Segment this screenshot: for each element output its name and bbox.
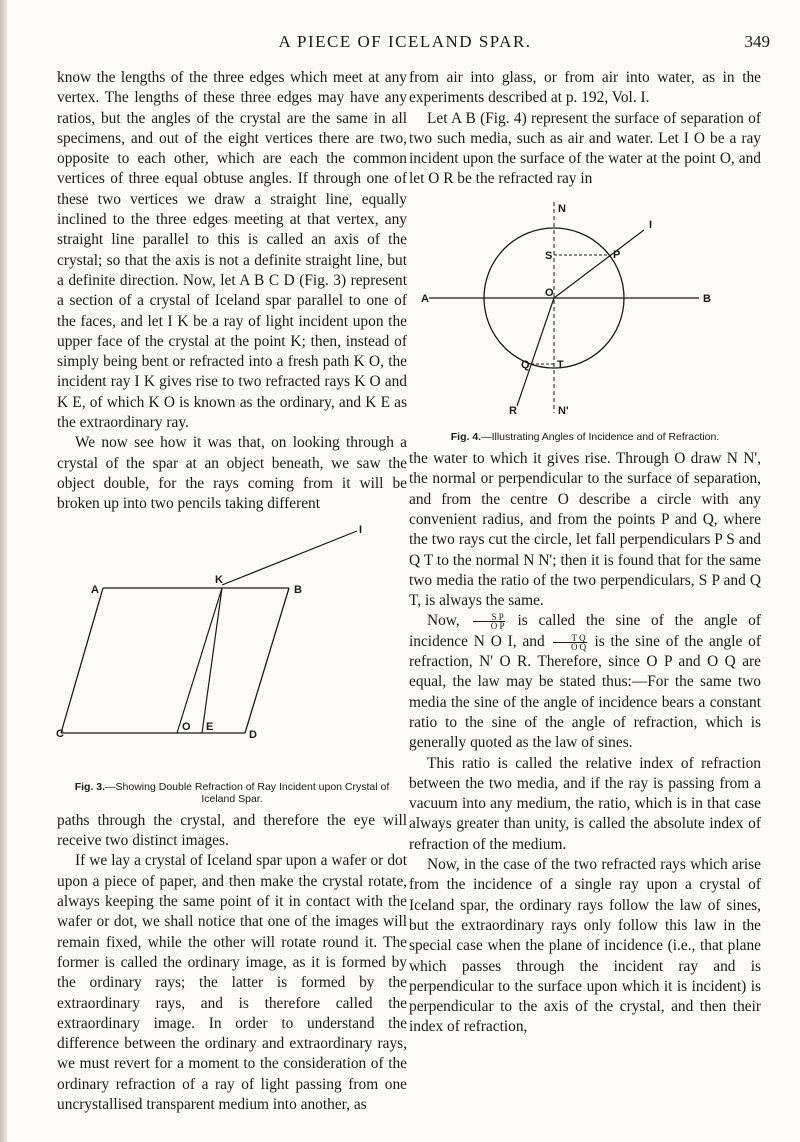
- incident-ray-io: [554, 230, 644, 298]
- left-paragraph-3: paths through the crystal, and therefore the eye will receive two distinct images.: [57, 811, 407, 850]
- right-paragraph-1: from air into glass, or from air into water, as in the experiments described at p. 192, Vol. I.: [409, 69, 761, 107]
- right-paragraph-6: Now, in the case of the two refracted rays which arise from the incidence of a single ray upon a crystal of Iceland spar, the ordinary rays follow the law of sines, but the extraordinary rays only follow this law in the special case when the plane of incidence (i.e., that plane which passes through the incident ray and is perpendicular to the surface upon which it is incident) is perpendicular to the axis of the crystal, and then their index of refraction,: [409, 856, 761, 1036]
- refraction-angles-diagram: [409, 198, 761, 423]
- fraction-sp-op-denominator: O P: [490, 621, 505, 632]
- fig3-label-i: I: [359, 523, 363, 536]
- right-paragraph-4b: is called the sine of the angle of incidence N O I, and: [409, 612, 761, 650]
- fig3-label-b: B: [294, 583, 302, 596]
- fraction-tq-oq-numerator: T Q: [553, 634, 587, 643]
- face-bd: [245, 588, 289, 733]
- right-paragraph-4: [409, 611, 761, 753]
- left-paragraph-1: know the lengths of the three edges which meet at any vertex. The lengths of these three edges may have any ratios, but the angles of the crystal are the same in all specimens, and out of the eight vertices there are two, opposite to each other, which are each the common vertices of three equal obtuse angles. If through one of these two vertices we draw a straight line, equally inclined to the three edges meeting at that vertex, any straight line parallel to this is called an axis of the crystal; so that the axis is not a definite straight line, but a definite direction. Now, let A B C D (Fig. 3) represent a section of a crystal of Iceland spar parallel to one of the faces, and let I K be a ray of light incident upon the upper face of the crystal at the point K; then, instead of simply being bent or refracted into a fresh path K O, the incident ray I K gives rise to two refracted rays K O and K E, of which K O is known as the ordinary, and K E as the extraordinary ray.: [57, 69, 407, 432]
- left-paragraph-2: We now see how it was that, on looking through a crystal of the spar at an object beneath, we saw the object double, for the rays coming from it will be broken up into two pencils taking different: [57, 434, 407, 513]
- fig4-label-r: R: [509, 404, 517, 417]
- figure-3: [57, 523, 407, 805]
- refracted-ray-or: [517, 298, 554, 406]
- fig4-label-o: O: [545, 286, 554, 299]
- fig3-label-c: C: [56, 727, 64, 740]
- fig3-label-d: D: [249, 728, 257, 741]
- fig4-label-b: B: [703, 292, 711, 305]
- figure-3-caption: [57, 781, 407, 805]
- fraction-sp-op-numerator: S P: [473, 613, 505, 622]
- figure-4-caption: [409, 431, 761, 443]
- figure-3-caption-text: —Showing Double Refraction of Ray Incident upon Crystal of Iceland Spar.: [105, 780, 390, 805]
- fraction-sp-op: [473, 613, 505, 630]
- right-paragraph-2: Let A B (Fig. 4) represent the surface of separation of two such media, such as air and water. Let I O be a ray incident upon the surface of the water at the point O, and let O R be the refracted ray in: [409, 109, 761, 188]
- right-column: [409, 68, 761, 1038]
- fig4-label-s: S: [545, 249, 553, 262]
- face-ac: [61, 588, 103, 733]
- running-title: A PIECE OF ICELAND SPAR.: [278, 32, 532, 51]
- incident-ray-ik: [222, 531, 357, 585]
- fig3-label-a: A: [91, 583, 99, 596]
- fig4-label-a: A: [421, 292, 429, 305]
- left-column: [57, 68, 407, 1115]
- fig3-label-k: K: [215, 573, 223, 586]
- fig4-label-q: Q: [521, 358, 530, 371]
- fig4-label-t: T: [557, 358, 564, 371]
- left-paragraph-4: If we lay a crystal of Iceland spar upon a wafer or dot upon a piece of paper, and then make the crystal rotate, always keeping the same point of it in contact with the wafer or dot, we shall notice that one of the images will remain fixed, while the other will rotate round it. The former is called the ordinary image, as it is formed by the ordinary rays; the latter is formed by the extraordinary rays, and is therefore called the extraordinary image. In order to understand the difference between the ordinary and extraordinary rays, we must revert for a moment to the consideration of the ordinary refraction of a ray of light passing from one uncrystallised transparent medium into another, as: [57, 852, 407, 1113]
- page-number: 349: [744, 32, 770, 51]
- right-paragraph-3: the water to which it gives rise. Through O draw N N', the normal or perpendicular to the surface of separation, and from the centre O describe a circle with any convenient radius, and from the points P and Q, where the two rays cut the circle, let fall perpendiculars P S and Q T to the normal N N'; then it is found that for the same two media the ratio of the two perpendiculars, S P and Q T, is always the same.: [409, 450, 761, 610]
- right-paragraph-5: This ratio is called the relative index of refraction between the two media, and if the ray is passing from a vacuum into any medium, the ratio, which is in that case always greater than unity, is called the absolute index of refraction of the medium.: [409, 754, 761, 853]
- double-refraction-diagram: [57, 523, 407, 773]
- fig4-label-p: P: [613, 248, 621, 261]
- running-header: [40, 32, 770, 56]
- fig3-label-o: O: [182, 720, 191, 733]
- right-paragraph-4c: is the sine of the angle of refraction, N' O R. Therefore, since O P and O Q are equal, the law may be stated thus:—For the same two media the sine of the angle of incidence bears a constant ratio to the sine of the angle of refraction, which is generally quoted as the law of sines.: [409, 632, 761, 752]
- figure-4: [409, 198, 761, 443]
- right-paragraph-4a: Now,: [427, 612, 460, 630]
- figure-4-caption-text: —Illustrating Angles of Incidence and of Refraction.: [481, 431, 720, 444]
- ordinary-ray-ko: [177, 588, 222, 733]
- fraction-tq-oq-denominator: O Q: [570, 641, 587, 652]
- figure-3-caption-label: Fig. 3.: [74, 780, 106, 793]
- figure-4-caption-label: Fig. 4.: [450, 431, 482, 444]
- page-binding-edge: [0, 0, 7, 1142]
- fig3-label-e: E: [206, 720, 214, 733]
- fig4-label-n: N: [558, 202, 566, 215]
- fig4-label-i: I: [649, 218, 653, 231]
- fraction-tq-oq: [553, 634, 587, 651]
- fig4-label-n-prime: N': [558, 404, 569, 417]
- extraordinary-ray-ke: [202, 588, 222, 733]
